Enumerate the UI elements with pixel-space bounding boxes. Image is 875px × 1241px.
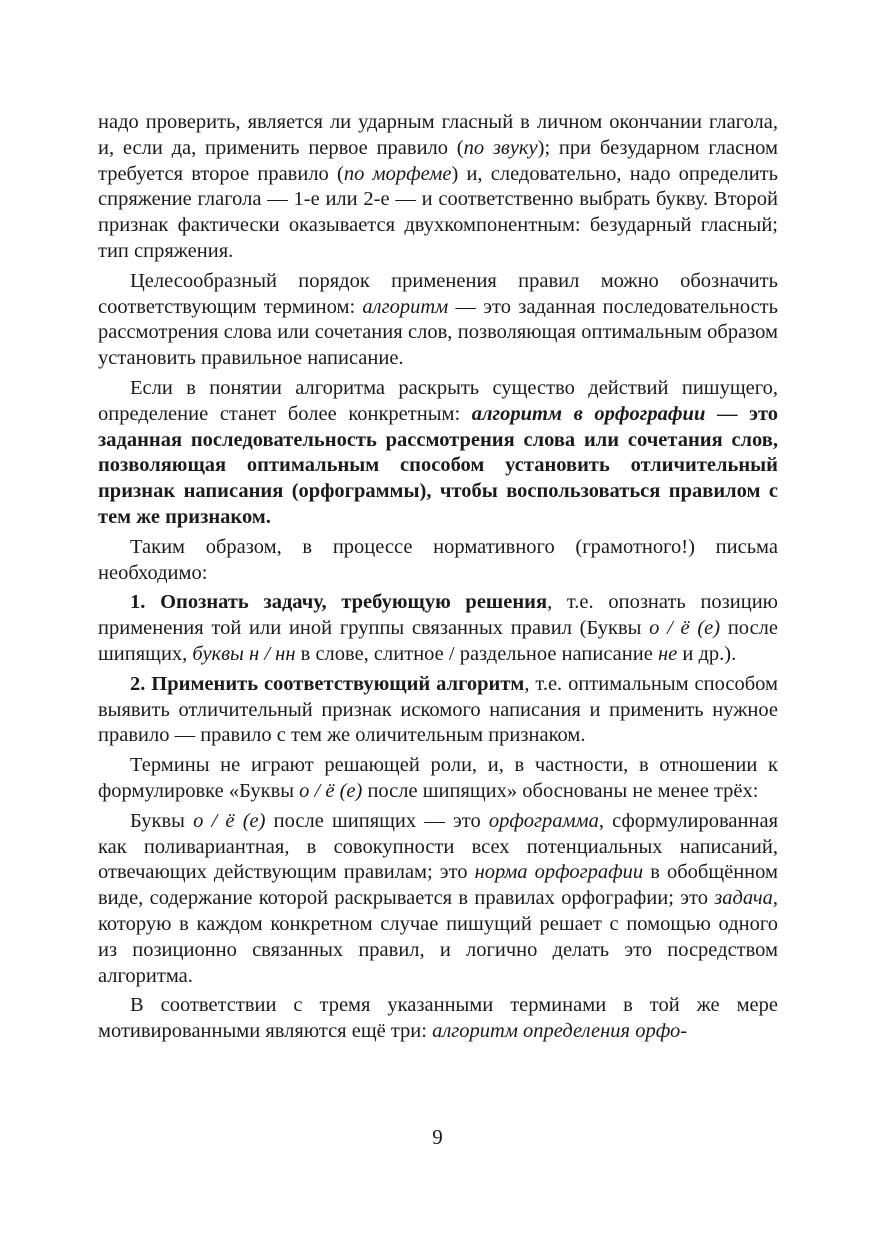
paragraph <box>98 809 778 990</box>
text-run: Если в понятии алгоритма раскрыть существо действий пишущего, определение станет более конкретным: <box>98 376 778 425</box>
text-run: Термины не играют решающей роли, и, в частности, в отношении к формулировке «Буквы <box>98 754 778 802</box>
bold-text: — это заданная последовательность рассмотрения слова или сочетания слов, позволяющая оптимальным способом установить отличительный признак написания (орфограммы), чтобы воспользоваться правилом с тем же признаком. <box>98 402 778 528</box>
bold-text: 2. Применить соответствующий алгоритм <box>130 672 525 695</box>
text-run: в слове, слитное / раздельное написание <box>295 642 658 665</box>
text-run: , т.е. оптимальным способом выявить отличительный признак искомого написания и применить нужное правило — правило с тем же оличительным признаком. <box>98 672 778 747</box>
text-run: после шипящих» обоснованы не менее трёх: <box>362 779 759 802</box>
paragraph <box>98 590 778 667</box>
italic-text: норма орфографии <box>474 861 644 884</box>
paragraph <box>98 993 778 1045</box>
text-run: надо проверить, является ли ударным гласный в личном окончании глагола, и, если да, применить первое правило ( <box>98 111 778 159</box>
paragraph <box>98 269 778 372</box>
italic-text: задача <box>714 887 773 910</box>
italic-text: буквы н / нн <box>192 642 296 665</box>
paragraph <box>98 110 778 265</box>
page-number: 9 <box>432 1125 443 1149</box>
paragraph <box>98 672 778 749</box>
text-run: после шипящих, <box>98 617 778 665</box>
italic-text: по звуку <box>463 136 538 159</box>
italic-text: о / ё (е) <box>299 779 363 802</box>
text-run: и др.). <box>677 642 737 665</box>
page-body <box>98 110 778 1049</box>
text-run: после шипящих — это <box>265 809 489 832</box>
italic-text: не <box>657 642 678 665</box>
emphasis-text: алгоритм в орфографии <box>471 402 706 425</box>
text-run: в обобщённом виде, содержание которой раскрывается в правилах орфографии; это <box>98 861 778 910</box>
bold-text <box>472 403 706 425</box>
italic-text: по морфеме <box>343 162 452 185</box>
italic-text: о / ё (е) <box>649 617 721 640</box>
text-run: , сформулированная как поливариантная, в совокупности всех потенциальных написаний, отвечающих действующим правилам; это <box>98 809 779 884</box>
text-run: , т.е. опознать позицию применения той или иной группы связанных правил (Буквы <box>98 591 778 640</box>
italic-text: алгоритм определения орфо- <box>432 1020 688 1043</box>
italic-text: о / ё (е) <box>193 809 266 832</box>
text-run: Таким образом, в процессе нормативного (грамотного!) письма необходимо: <box>98 535 778 584</box>
paragraph <box>98 376 778 531</box>
italic-text: алгоритм <box>362 295 449 318</box>
text-run: Буквы <box>130 809 194 832</box>
paragraph <box>98 535 778 587</box>
text-run: — это заданная последовательность рассмотрения слова или сочетания слов, позволяющая оптимальным образом установить правильное написание. <box>98 295 778 370</box>
text-run: ) и, следовательно, надо определить спряжение глагола — 1-е или 2-е — и соответственно выбрать букву. Второй признак фактически оказывается двухкомпонентным: безударный гласный; тип спряжения. <box>98 162 778 262</box>
bold-text: 1. Опознать задачу, требующую решения <box>130 591 548 614</box>
text-run: , которую в каждом конкретном случае пишущий решает с помощью одного из позиционно связанных правил, и логично делать это посредством алгоритма. <box>98 887 778 987</box>
text-run: ); при безударном гласном требуется второе правило ( <box>98 136 779 185</box>
paragraph <box>98 753 778 805</box>
text-run: В соответствии с тремя указанными терминами в той же мере мотивированными являются ещё три: <box>98 994 778 1043</box>
italic-text: орфограмма <box>488 809 599 832</box>
text-run: Целесообразный порядок применения правил можно обозначить соответствующим термином: <box>98 269 778 318</box>
